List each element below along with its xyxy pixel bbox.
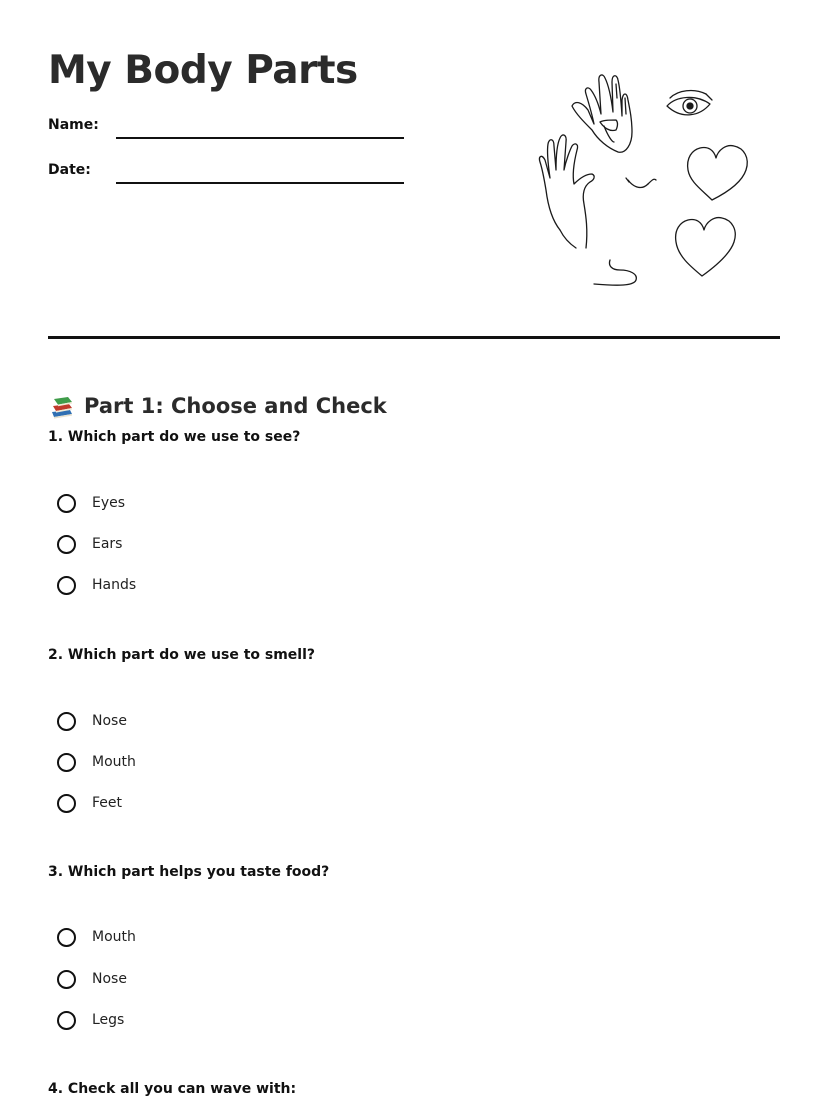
option-label: Hands xyxy=(92,577,137,593)
header-divider xyxy=(48,336,780,339)
radio-button[interactable] xyxy=(57,928,76,947)
radio-button[interactable] xyxy=(57,535,76,554)
waving-hand-icon xyxy=(539,135,594,248)
radio-button[interactable] xyxy=(57,970,76,989)
date-label: Date: xyxy=(48,162,91,178)
option-label: Feet xyxy=(92,795,123,811)
question-text: 1. Which part do we use to see? xyxy=(48,429,301,445)
body-parts-illustration xyxy=(530,70,765,295)
radio-button[interactable] xyxy=(57,753,76,772)
raised-hand-icon xyxy=(572,75,632,152)
books-icon xyxy=(48,392,76,420)
option-label: Ears xyxy=(92,536,123,552)
section-heading-text: Part 1: Choose and Check xyxy=(84,394,387,419)
eye-icon xyxy=(667,91,712,115)
option-label: Legs xyxy=(92,1012,125,1028)
nose-mouth-icon xyxy=(594,178,656,285)
radio-button[interactable] xyxy=(57,494,76,513)
date-field[interactable] xyxy=(48,162,408,188)
option-ears[interactable] xyxy=(57,531,122,557)
name-label: Name: xyxy=(48,117,99,133)
page-title: My Body Parts xyxy=(48,48,358,93)
radio-button[interactable] xyxy=(57,576,76,595)
option-mouth[interactable] xyxy=(57,749,136,775)
question-text: 3. Which part helps you taste food? xyxy=(48,864,330,880)
option-mouth[interactable] xyxy=(57,924,136,950)
name-field[interactable] xyxy=(48,117,408,143)
heart-icon xyxy=(676,146,748,276)
option-label: Nose xyxy=(92,971,127,987)
option-label: Eyes xyxy=(92,495,126,511)
question-text: 2. Which part do we use to smell? xyxy=(48,647,316,663)
option-label: Nose xyxy=(92,713,127,729)
option-feet[interactable] xyxy=(57,790,122,816)
section-heading-part-1 xyxy=(48,389,387,423)
radio-button[interactable] xyxy=(57,712,76,731)
option-label: Mouth xyxy=(92,929,136,945)
option-hands[interactable] xyxy=(57,572,136,598)
question-text: 4. Check all you can wave with: xyxy=(48,1081,297,1097)
option-legs[interactable] xyxy=(57,1007,124,1033)
radio-button[interactable] xyxy=(57,794,76,813)
option-nose[interactable] xyxy=(57,966,127,992)
name-line[interactable] xyxy=(116,137,404,139)
date-line[interactable] xyxy=(116,182,404,184)
option-label: Mouth xyxy=(92,754,136,770)
option-nose[interactable] xyxy=(57,708,127,734)
option-eyes[interactable] xyxy=(57,490,125,516)
radio-button[interactable] xyxy=(57,1011,76,1030)
